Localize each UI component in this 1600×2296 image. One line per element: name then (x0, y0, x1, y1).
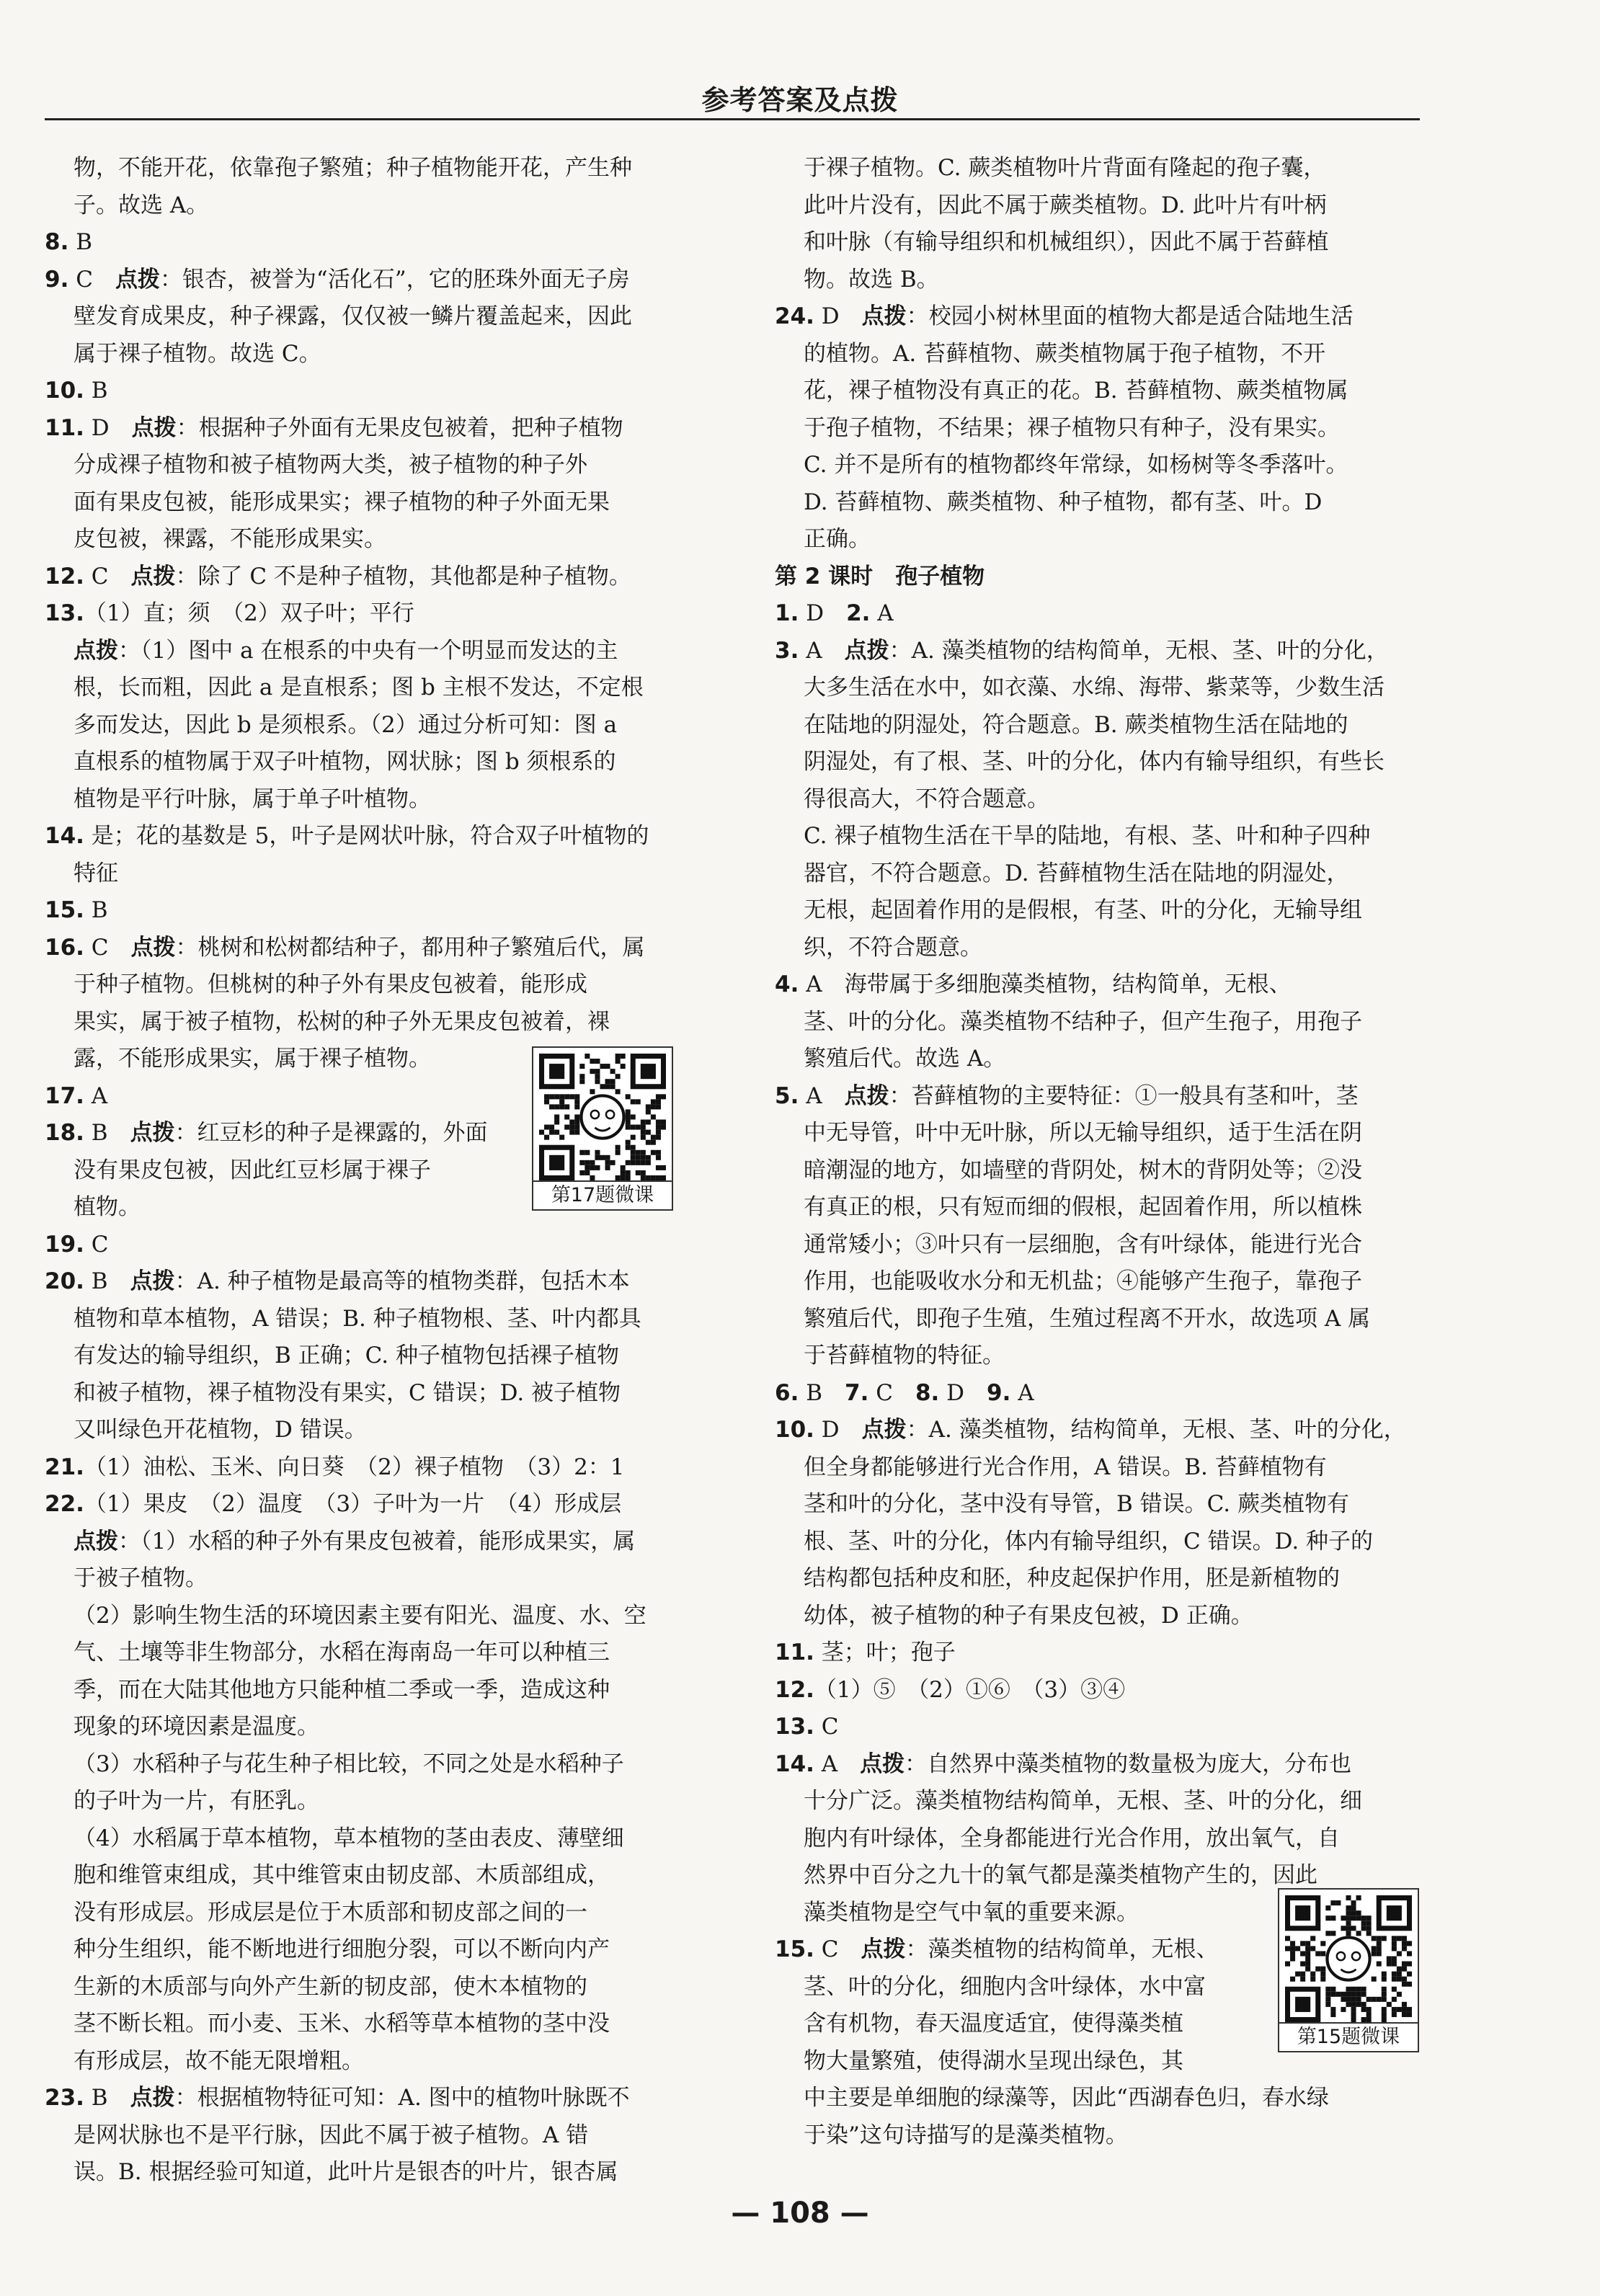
text-line (775, 224, 1416, 262)
question-number: 16. (45, 934, 84, 961)
qr-code-q15[interactable] (1278, 1888, 1419, 2052)
answer-text: B (84, 1120, 130, 1146)
question-number: 18. (45, 1120, 84, 1146)
text-line (775, 447, 1416, 484)
answer-text: 胞和维管束组成，其中维管束由韧皮部、木质部组成， (74, 1862, 610, 1888)
question-number: 13. (775, 1714, 814, 1740)
qr-code-q17[interactable] (532, 1046, 673, 1211)
text-line (45, 2117, 701, 2155)
text-line (775, 1189, 1416, 1227)
question-number: 1. (775, 600, 799, 626)
text-line (45, 818, 701, 855)
text-line (45, 2006, 701, 2043)
text-line (775, 1338, 1416, 1375)
answer-text: 根、茎、叶的分化，体内有输导组织，C 错误。D. 种子的 (804, 1528, 1374, 1554)
answer-text: （1）油松、玉米、向日葵 （2）裸子植物 （3）2：1 (84, 1454, 625, 1480)
answer-text: 物。故选 B。 (804, 266, 939, 293)
text-line (45, 1820, 701, 1858)
hint-keyword: 点拨 (130, 1120, 175, 1146)
text-line (775, 1412, 1416, 1449)
hint-keyword: 点拨 (844, 637, 889, 664)
text-line (45, 484, 701, 522)
hint-text: ：（1）水稻的种子外有果皮包被着，能形成果实，属 (118, 1528, 636, 1554)
answer-text: 暗潮湿的地方，如墙壁的背阴处，树木的背阴处等；②没 (804, 1157, 1362, 1183)
hint-text: ：红豆杉的种子是裸露的，外面 (174, 1120, 488, 1146)
answer-text: A (870, 600, 894, 626)
text-line (775, 633, 1416, 670)
answer-text: 于裸子植物。C. 蕨类植物叶片背面有隆起的孢子囊， (804, 155, 1326, 181)
page-number: — 108 — (731, 2197, 869, 2230)
text-line (45, 2154, 701, 2192)
text-line (45, 1634, 701, 1672)
hint-keyword: 点拨 (74, 1528, 118, 1554)
question-number: 7. (845, 1379, 869, 1406)
hint-text: ：A. 藻类植物，结构简单，无根、茎、叶的分化， (906, 1417, 1406, 1443)
text-line (45, 336, 701, 373)
hint-text: ：藻类植物的结构简单，无根、 (905, 1936, 1219, 1962)
text-line (45, 187, 701, 225)
question-number: 10. (45, 378, 84, 404)
text-line (775, 818, 1416, 855)
section-title: 第 2 课时 孢子植物 (775, 563, 985, 589)
answer-text: 根，长而粗，因此 a 是直根系；图 b 主根不发达，不定根 (74, 675, 644, 700)
question-number: 2. (846, 600, 871, 626)
answer-text: 十分广泛。藻类植物结构简单，无根、茎、叶的分化，细 (804, 1788, 1362, 1814)
answer-text: 是；花的基数是 5，叶子是网状叶脉，符合双子叶植物的 (84, 823, 649, 849)
answer-text: 幼体，被子植物的种子有果皮包被，D 正确。 (804, 1602, 1253, 1629)
answer-text: 于苔藓植物的特征。 (804, 1343, 1005, 1369)
answer-text: 属于裸子植物。故选 C。 (74, 340, 321, 367)
question-number: 12. (45, 563, 84, 589)
answer-text: 物，不能开花，依靠孢子繁殖；种子植物能开花，产生种 (74, 155, 632, 181)
hint-text: ：校园小树林里面的植物大都是适合陆地生活 (906, 303, 1354, 329)
answer-text: 含有机物，春天温度适宜，使得藻类植 (804, 2011, 1183, 2037)
answer-text: C (68, 266, 115, 293)
text-line (775, 966, 1416, 1004)
answer-text: C (84, 1231, 109, 1258)
text-line (45, 521, 701, 559)
hint-keyword: 点拨 (130, 1268, 175, 1294)
question-number: 8. (45, 229, 69, 255)
text-line (45, 892, 701, 930)
text-line (775, 1263, 1416, 1301)
right-column (775, 150, 1416, 2154)
question-number: 21. (45, 1454, 84, 1480)
answer-text: C (84, 563, 131, 589)
answer-text: （1）⑤ （2）①⑥ （3）③④ (814, 1676, 1126, 1703)
answer-text: A (799, 1082, 845, 1109)
text-line (45, 1709, 701, 1746)
question-number: 19. (45, 1231, 84, 1258)
answer-text: A 海带属于多细胞藻类植物，结构简单，无根、 (799, 971, 1292, 997)
answer-text: 季，而在大陆其他地方只能种植二季或一季，造成这种 (74, 1676, 610, 1703)
question-number: 17. (45, 1082, 84, 1109)
hint-text: ：A. 种子植物是最高等的植物类群，包括木本 (174, 1268, 630, 1294)
answer-text: 茎；叶；孢子 (814, 1639, 956, 1665)
text-line (45, 1969, 701, 2006)
answer-text: 现象的环境因素是温度。 (74, 1714, 319, 1740)
hint-keyword: 点拨 (74, 637, 118, 664)
text-line (45, 1263, 701, 1301)
hint-keyword: 点拨 (115, 266, 160, 293)
hint-keyword: 点拨 (130, 563, 176, 589)
text-line (45, 1486, 701, 1523)
text-line (775, 1449, 1416, 1487)
text-line (775, 410, 1416, 448)
text-line (775, 1746, 1416, 1784)
hint-text: ：根据种子外面有无果皮包被着，把种子植物 (176, 414, 623, 441)
qr-caption: 第17题微课 (533, 1180, 672, 1209)
hint-text: ：自然界中藻类植物的数量极为庞大，分布也 (905, 1750, 1352, 1777)
answer-text: 有形成层，故不能无限增粗。 (74, 2047, 364, 2074)
hint-keyword: 点拨 (861, 303, 907, 329)
answer-text: 在陆地的阴湿处，符合题意。B. 蕨类植物生活在陆地的 (804, 711, 1348, 738)
text-line (45, 744, 701, 781)
answer-text: B (799, 1379, 845, 1406)
text-line (775, 521, 1416, 559)
question-number: 14. (775, 1750, 814, 1777)
answer-text: 花，裸子植物没有真正的花。B. 苔藓植物、蕨类植物属 (804, 378, 1348, 404)
section-heading (775, 559, 1416, 596)
text-line (775, 1115, 1416, 1152)
text-line (45, 1895, 701, 1932)
answer-text: B (84, 1268, 130, 1294)
text-line (775, 595, 1416, 633)
text-line (45, 1412, 701, 1449)
text-line (775, 1709, 1416, 1746)
answer-text: 子。故选 A。 (74, 192, 209, 218)
hint-text: ：根据植物特征可知：A. 图中的植物叶脉既不 (174, 2085, 630, 2111)
answer-text: C (84, 934, 131, 961)
answer-text: 直根系的植物属于双子叶植物，网状脉；图 b 须根系的 (74, 749, 616, 775)
text-line (775, 484, 1416, 522)
answer-text: 大多生活在水中，如衣藻、水绵、海带、紫菜等，少数生活 (804, 675, 1385, 700)
answer-text: B (84, 2085, 130, 2111)
text-line (45, 1746, 701, 1784)
answer-text: （4）水稻属于草本植物，草本植物的茎由表皮、薄壁细 (74, 1825, 624, 1851)
answer-text: 得很高大，不符合题意。 (804, 786, 1049, 812)
text-line (775, 1152, 1416, 1190)
text-line (775, 855, 1416, 893)
question-number: 15. (45, 897, 84, 923)
answer-text: 特征 (74, 860, 118, 886)
answer-text: B (84, 897, 108, 923)
answer-text: D (814, 303, 862, 329)
text-line (775, 1783, 1416, 1820)
text-line (775, 262, 1416, 299)
answer-text: C (868, 1379, 915, 1406)
text-line (45, 1560, 701, 1598)
answer-text: 面有果皮包被，能形成果实；裸子植物的种子外面无果 (74, 489, 610, 515)
text-line (775, 2117, 1416, 2155)
answer-text: 繁殖后代。故选 A。 (804, 1046, 1006, 1072)
question-number: 3. (775, 637, 799, 664)
answer-text: 物大量繁殖，使得湖水呈现出绿色，其 (804, 2047, 1183, 2074)
answer-text: 气、土壤等非生物部分，水稻在海南岛一年可以种植三 (74, 1639, 610, 1665)
answer-text: A (1010, 1379, 1034, 1406)
answer-text: 繁殖后代，即孢子生殖，生殖过程离不开水，故选项 A 属 (804, 1305, 1371, 1332)
answer-text: A (84, 1082, 108, 1109)
text-line (775, 1820, 1416, 1858)
answer-text: 又叫绿色开花植物，D 错误。 (74, 1417, 367, 1443)
answer-text: D. 苔藓植物、蕨类植物、种子植物，都有茎、叶。D (804, 489, 1323, 515)
text-line (45, 262, 701, 299)
text-line (45, 1449, 701, 1487)
answer-text: 藻类植物是空气中氧的重要来源。 (804, 1899, 1139, 1926)
text-line (45, 707, 701, 744)
answer-text: 有真正的根，只有短而细的假根，起固着作用，所以植株 (804, 1194, 1362, 1220)
hint-text: ：苔藓植物的主要特征：①一般具有茎和叶，茎 (889, 1082, 1359, 1109)
answer-text: （2）影响生物生活的环境因素主要有阳光、温度、水、空 (74, 1602, 646, 1629)
question-number: 11. (775, 1639, 814, 1665)
text-line (775, 669, 1416, 707)
question-number: 6. (775, 1379, 799, 1406)
text-line (775, 892, 1416, 930)
answer-text: C (814, 1936, 861, 1962)
answer-text: 于被子植物。 (74, 1565, 208, 1591)
question-number: 13. (45, 600, 84, 626)
answer-text: 植物。 (74, 1194, 141, 1220)
answer-text: D (799, 600, 847, 626)
hint-keyword: 点拨 (861, 1417, 907, 1443)
answer-text: 和叶脉（有输导组织和机械组织），因此不属于苔藓植 (804, 229, 1329, 255)
answer-text: 然界中百分之九十的氧气都是藻类植物产生的，因此 (804, 1862, 1317, 1888)
answer-text: C (814, 1714, 839, 1740)
text-line (45, 1783, 701, 1820)
hint-keyword: 点拨 (844, 1082, 889, 1109)
question-number: 12. (775, 1676, 814, 1703)
text-line (775, 373, 1416, 410)
answer-text: C. 裸子植物生活在干旱的陆地，有根、茎、叶和种子四种 (804, 823, 1371, 849)
hint-keyword: 点拨 (131, 414, 177, 441)
answer-text: 正确。 (804, 526, 871, 552)
text-line (45, 1931, 701, 1969)
question-number: 24. (775, 303, 814, 329)
hint-text: ：除了 C 不是种子植物，其他都是种子植物。 (175, 563, 631, 589)
answer-text: B (68, 229, 92, 255)
text-line (45, 224, 701, 262)
qr-caption: 第15题微课 (1279, 2022, 1418, 2051)
text-line (775, 150, 1416, 187)
qr-code-icon (1285, 1895, 1412, 2022)
text-line (775, 1486, 1416, 1523)
answer-text: 和被子植物，裸子植物没有果实，C 错误；D. 被子植物 (74, 1379, 621, 1406)
answer-text: 但全身都能够进行光合作用，A 错误。B. 苔藓植物有 (804, 1454, 1327, 1480)
answer-text: D (84, 414, 132, 441)
answer-text: 种分生组织，能不断地进行细胞分裂，可以不断向内产 (74, 1936, 610, 1962)
text-line (775, 298, 1416, 336)
answer-text: 壁发育成果皮，种子裸露，仅仅被一鳞片覆盖起来，因此 (74, 303, 632, 329)
answer-text: 织，不符合题意。 (804, 934, 982, 961)
answer-text: （1）直；须 （2）双子叶；平行 (84, 600, 414, 626)
text-line (45, 930, 701, 967)
text-line (775, 1672, 1416, 1709)
text-line (775, 336, 1416, 373)
text-line (45, 1004, 701, 1041)
text-line (45, 150, 701, 187)
text-line (45, 1523, 701, 1561)
answer-text: D (814, 1417, 862, 1443)
question-number: 15. (775, 1936, 814, 1962)
hint-keyword: 点拨 (861, 1936, 906, 1962)
text-line (45, 1227, 701, 1264)
question-number: 8. (915, 1379, 940, 1406)
question-number: 4. (775, 971, 799, 997)
answer-text: （3）水稻种子与花生种子相比较，不同之处是水稻种子 (74, 1750, 624, 1777)
text-line (775, 1301, 1416, 1338)
answer-text: 有发达的输导组织，B 正确；C. 种子植物包括裸子植物 (74, 1343, 619, 1369)
answer-text: D (939, 1379, 987, 1406)
answer-text: 于孢子植物，不结果；裸子植物只有种子，没有果实。 (804, 414, 1340, 441)
text-line (775, 1560, 1416, 1598)
answer-text: 植物和草本植物，A 错误；B. 种子植物根、茎、叶内都具 (74, 1305, 641, 1332)
hint-text: ：A. 藻类植物的结构简单，无根、茎、叶的分化， (889, 637, 1389, 664)
text-line (45, 559, 701, 596)
text-line (45, 410, 701, 448)
text-line (775, 1041, 1416, 1078)
question-number: 23. (45, 2085, 84, 2111)
answer-text: 器官，不符合题意。D. 苔藓植物生活在陆地的阴湿处， (804, 860, 1349, 886)
answer-text: B (84, 378, 108, 404)
question-number: 9. (45, 266, 69, 293)
answer-text: 果实，属于被子植物，松树的种子外无果皮包被着，裸 (74, 1008, 610, 1035)
text-line (45, 1598, 701, 1635)
hint-keyword: 点拨 (130, 934, 176, 961)
answer-text: 误。B. 根据经验可知道，此叶片是银杏的叶片，银杏属 (74, 2159, 618, 2185)
question-number: 11. (45, 414, 84, 441)
header-divider (45, 118, 1420, 120)
answer-text: 通常矮小；③叶只有一层细胞，含有叶绿体，能进行光合 (804, 1231, 1362, 1258)
answer-text: 的植物。A. 苔藓植物、蕨类植物属于孢子植物，不开 (804, 340, 1326, 367)
text-line (775, 1078, 1416, 1116)
answer-text: 茎、叶的分化，细胞内含叶绿体，水中富 (804, 1973, 1206, 2000)
text-line (775, 744, 1416, 781)
text-line (45, 1672, 701, 1709)
answer-text: 中主要是单细胞的绿藻等，因此“西湖春色归，春水绿 (804, 2085, 1329, 2111)
answer-text: 生新的木质部与向外产生新的韧皮部，使木本植物的 (74, 1973, 587, 2000)
text-line (45, 1857, 701, 1895)
text-line (45, 298, 701, 336)
text-line (775, 781, 1416, 819)
text-line (45, 855, 701, 893)
text-line (775, 1634, 1416, 1672)
answer-text: 没有果皮包被，因此红豆杉属于裸子 (74, 1157, 431, 1183)
text-line (45, 595, 701, 633)
answer-text: 中无导管，叶中无叶脉，所以无输导组织，适于生活在阴 (804, 1120, 1362, 1146)
answer-text: A (799, 637, 845, 664)
answer-text: 结构都包括种皮和胚，种皮起保护作用，胚是新植物的 (804, 1565, 1340, 1591)
answer-text: A (814, 1750, 861, 1777)
question-number: 20. (45, 1268, 84, 1294)
text-line (45, 2080, 701, 2117)
text-line (45, 1375, 701, 1412)
text-line (45, 781, 701, 819)
text-line (775, 2080, 1416, 2117)
answer-text: 皮包被，裸露，不能形成果实。 (74, 526, 386, 552)
answer-text: 分成裸子植物和被子植物两大类，被子植物的种子外 (74, 452, 587, 478)
text-line (45, 633, 701, 670)
answer-text: 此叶片没有，因此不属于蕨类植物。D. 此叶片有叶柄 (804, 192, 1327, 218)
answer-text: 无根，起固着作用的是假根，有茎、叶的分化，无输导组 (804, 897, 1362, 923)
qr-code-icon (539, 1054, 666, 1180)
hint-keyword: 点拨 (130, 2085, 175, 2111)
text-line (775, 1004, 1416, 1041)
question-number: 9. (987, 1379, 1011, 1406)
page-title: 参考答案及点拨 (701, 84, 899, 116)
text-line (775, 1523, 1416, 1561)
text-line (45, 669, 701, 707)
answer-text: 茎不断长粗。而小麦、玉米、水稻等草本植物的茎中没 (74, 2011, 610, 2037)
text-line (45, 373, 701, 410)
answer-text: 于染”这句诗描写的是藻类植物。 (804, 2122, 1128, 2148)
text-line (775, 1598, 1416, 1635)
answer-text: 多而发达，因此 b 是须根系。（2）通过分析可知：图 a (74, 711, 618, 738)
answer-text: （1）果皮 （2）温度 （3）子叶为一片 （4）形成层 (84, 1491, 622, 1517)
answer-text: 阴湿处，有了根、茎、叶的分化，体内有输导组织，有些长 (804, 749, 1385, 775)
hint-keyword: 点拨 (860, 1750, 905, 1777)
text-line (45, 966, 701, 1004)
text-line (775, 707, 1416, 744)
answer-text: 胞内有叶绿体，全身都能进行光合作用，放出氧气，自 (804, 1825, 1340, 1851)
hint-text: ：（1）图中 a 在根系的中央有一个明显而发达的主 (118, 637, 618, 664)
question-number: 10. (775, 1417, 814, 1443)
answer-text: 没有形成层。形成层是位于木质部和韧皮部之间的一 (74, 1899, 587, 1926)
question-number: 5. (775, 1082, 799, 1109)
text-line (45, 447, 701, 484)
text-line (775, 930, 1416, 967)
hint-text: ：桃树和松树都结种子，都用种子繁殖后代，属 (175, 934, 645, 961)
text-line (775, 187, 1416, 225)
text-line (45, 1301, 701, 1338)
answer-text: 是网状脉也不是平行脉，因此不属于被子植物。A 错 (74, 2122, 589, 2148)
answer-text: 茎、叶的分化。藻类植物不结种子，但产生孢子，用孢子 (804, 1008, 1362, 1035)
answer-text: 作用，也能吸收水分和无机盐；④能够产生孢子，靠孢子 (804, 1268, 1362, 1294)
text-line (775, 1375, 1416, 1412)
question-number: 22. (45, 1491, 84, 1517)
answer-text: C. 并不是所有的植物都终年常绿，如杨树等冬季落叶。 (804, 452, 1348, 478)
text-line (45, 2043, 701, 2081)
text-line (775, 1227, 1416, 1264)
answer-text: 的子叶为一片，有胚乳。 (74, 1788, 319, 1814)
answer-text: 茎和叶的分化，茎中没有导管，B 错误。C. 蕨类植物有 (804, 1491, 1349, 1517)
hint-text: ：银杏，被誉为“活化石”，它的胚珠外面无子房 (159, 266, 630, 293)
text-line (45, 1338, 701, 1375)
question-number: 14. (45, 823, 84, 849)
answer-text: 于种子植物。但桃树的种子外有果皮包被着，能形成 (74, 971, 587, 997)
answer-text: 露，不能形成果实，属于裸子植物。 (74, 1046, 431, 1072)
answer-text: 植物是平行叶脉，属于单子叶植物。 (74, 786, 431, 812)
